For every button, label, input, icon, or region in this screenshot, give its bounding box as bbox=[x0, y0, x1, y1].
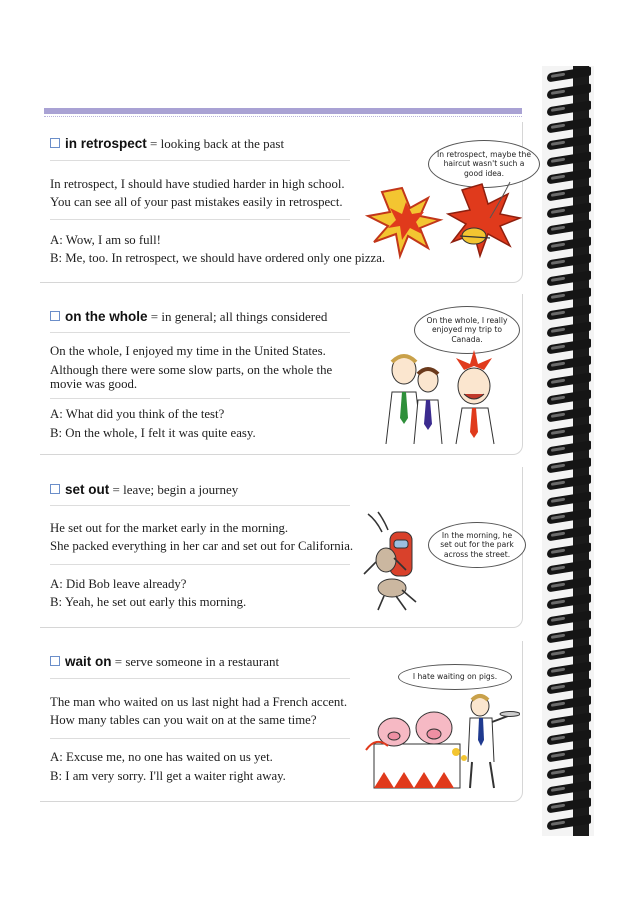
checkbox-icon[interactable] bbox=[50, 656, 60, 666]
heading-rule bbox=[50, 160, 350, 161]
example-sentence: movie was good. bbox=[50, 377, 138, 391]
checkbox-icon[interactable] bbox=[50, 311, 60, 321]
example-rule bbox=[50, 219, 350, 220]
dialogue-line: B: I am very sorry. I'll get a waiter right away. bbox=[50, 769, 286, 783]
heading-rule bbox=[50, 505, 350, 506]
example-sentence: In retrospect, I should have studied harder in high school. bbox=[50, 177, 345, 191]
dialogue-line: B: Me, too. In retrospect, we should have ordered only one pizza. bbox=[50, 251, 386, 265]
backpacker-ant-cartoon-icon bbox=[362, 510, 442, 612]
speech-bubble: In retrospect, maybe the haircut wasn't such a good idea. bbox=[428, 140, 540, 188]
entry-term: wait on bbox=[65, 654, 112, 669]
tourists-cartoon-icon bbox=[372, 348, 522, 446]
top-divider bbox=[44, 108, 522, 114]
example-sentence: She packed everything in her car and set out for California. bbox=[50, 539, 354, 553]
example-sentence: How many tables can you wait on at the same time? bbox=[50, 713, 317, 727]
dialogue-line: A: Excuse me, no one has waited on us yet. bbox=[50, 750, 273, 764]
checkbox-icon[interactable] bbox=[50, 484, 60, 494]
example-sentence: On the whole, I enjoyed my time in the United States. bbox=[50, 344, 326, 358]
dialogue-line: B: On the whole, I felt it was quite easy. bbox=[50, 426, 256, 440]
example-sentence: The man who waited on us last night had a French accent. bbox=[50, 695, 348, 709]
example-rule bbox=[50, 398, 350, 399]
speech-bubble: On the whole, I really enjoyed my trip to Canada. bbox=[414, 306, 520, 354]
entry-definition: = leave; begin a journey bbox=[112, 482, 239, 497]
entry-heading-on-the-whole bbox=[50, 309, 327, 325]
entry-heading-wait-on bbox=[50, 654, 279, 670]
entry-heading-in-retrospect bbox=[50, 136, 284, 152]
example-sentence: Although there were some slow parts, on the whole the bbox=[50, 363, 333, 377]
entry-definition: = in general; all things considered bbox=[150, 309, 328, 324]
dialogue-line: A: Did Bob leave already? bbox=[50, 577, 187, 591]
waiter-pigs-cartoon-icon bbox=[360, 692, 520, 792]
example-sentence: He set out for the market early in the morning. bbox=[50, 521, 289, 535]
entry-definition: = serve someone in a restaurant bbox=[114, 654, 280, 669]
entry-term: set out bbox=[65, 482, 110, 497]
entry-term: on the whole bbox=[65, 309, 148, 324]
entry-term: in retrospect bbox=[65, 136, 147, 151]
dialogue-line: A: What did you think of the test? bbox=[50, 407, 225, 421]
example-rule bbox=[50, 738, 350, 739]
entry-heading-set-out bbox=[50, 482, 238, 498]
speech-bubble: I hate waiting on pigs. bbox=[398, 664, 512, 690]
dialogue-line: A: Wow, I am so full! bbox=[50, 233, 161, 247]
dialogue-line: B: Yeah, he set out early this morning. bbox=[50, 595, 247, 609]
spiky-hair-cartoon-icon bbox=[362, 178, 522, 260]
heading-rule bbox=[50, 332, 350, 333]
entry-definition: = looking back at the past bbox=[150, 136, 285, 151]
top-dotted-line bbox=[44, 116, 522, 117]
example-sentence: You can see all of your past mistakes easily in retrospect. bbox=[50, 195, 343, 209]
example-rule bbox=[50, 564, 350, 565]
heading-rule bbox=[50, 678, 350, 679]
speech-bubble: In the morning, he set out for the park across the street. bbox=[428, 522, 526, 568]
checkbox-icon[interactable] bbox=[50, 138, 60, 148]
